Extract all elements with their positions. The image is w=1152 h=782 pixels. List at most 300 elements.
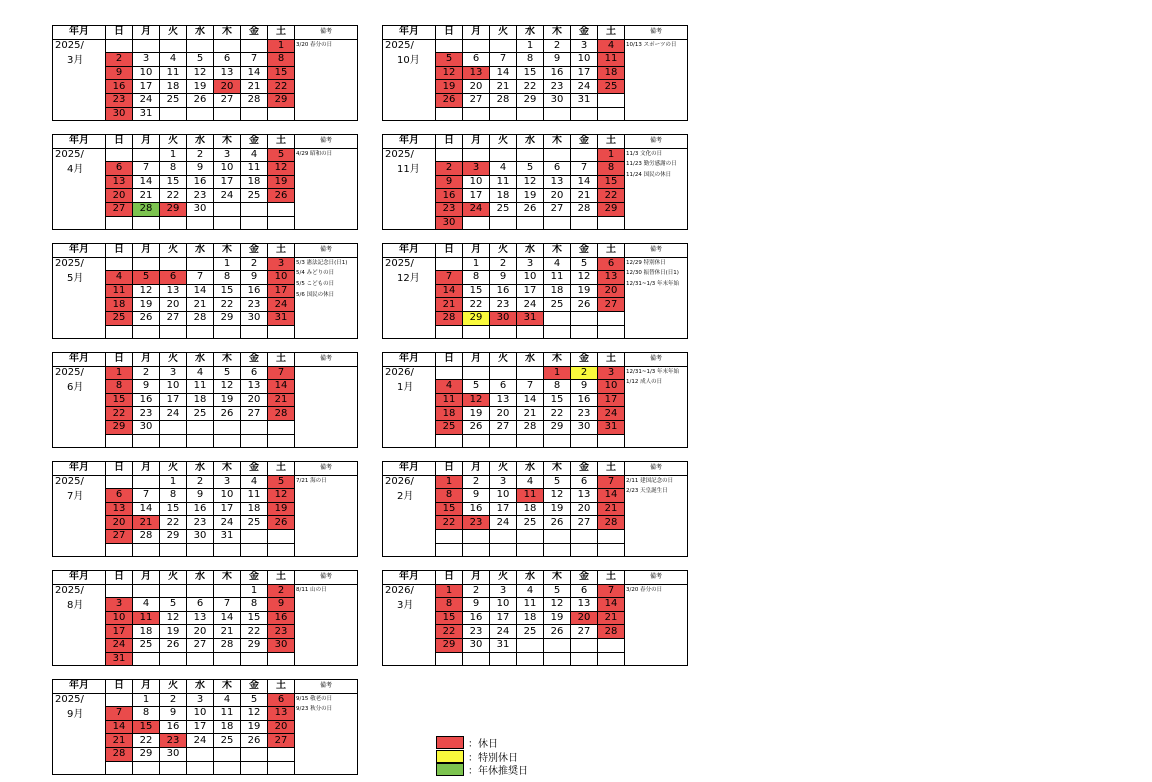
day-cell: 24	[490, 516, 517, 530]
empty-day-cell	[214, 543, 241, 557]
empty-day-cell	[598, 434, 625, 448]
day-cell: 22	[241, 625, 268, 639]
day-cell: 18	[517, 611, 544, 625]
notes-cell	[295, 39, 358, 121]
day-cell: 25	[214, 734, 241, 748]
empty-day-cell	[517, 652, 544, 666]
day-cell: 6	[106, 489, 133, 503]
day-cell: 18	[517, 502, 544, 516]
weekday-header: 日	[436, 462, 463, 476]
day-cell: 23	[160, 734, 187, 748]
empty-day-cell	[517, 148, 544, 162]
day-cell: 11	[133, 611, 160, 625]
day-cell: 9	[187, 489, 214, 503]
holiday-note: 11/3 文化の日	[626, 150, 663, 157]
weekday-header: 月	[463, 135, 490, 149]
day-cell: 1	[214, 257, 241, 271]
day-cell: 7	[598, 584, 625, 598]
holiday-note: 8/11 山の日	[296, 586, 327, 593]
day-cell: 29	[214, 311, 241, 325]
header-year-month: 年月	[383, 26, 436, 40]
weekday-header: 火	[490, 26, 517, 40]
year-label: 2025/	[385, 148, 414, 160]
day-cell: 4	[436, 380, 463, 394]
day-cell: 16	[133, 393, 160, 407]
holiday-note: 7/21 海の日	[296, 477, 327, 484]
day-cell: 16	[187, 175, 214, 189]
header-year-month: 年月	[383, 462, 436, 476]
day-cell: 3	[187, 693, 214, 707]
empty-day-cell	[517, 325, 544, 339]
weekday-header: 月	[133, 680, 160, 694]
day-cell: 24	[490, 625, 517, 639]
day-cell: 12	[544, 598, 571, 612]
empty-day-cell	[214, 584, 241, 598]
day-cell: 9	[187, 162, 214, 176]
empty-day-cell	[571, 216, 598, 230]
weekday-header: 木	[214, 244, 241, 258]
day-cell: 27	[106, 202, 133, 216]
day-cell: 13	[106, 502, 133, 516]
day-cell: 18	[187, 393, 214, 407]
holiday-note: 9/23 秋分の日	[296, 706, 333, 713]
day-cell: 20	[463, 80, 490, 94]
empty-day-cell	[160, 39, 187, 53]
weekday-header: 木	[214, 353, 241, 367]
year-label: 2025/	[385, 257, 414, 269]
empty-day-cell	[160, 107, 187, 121]
day-cell: 26	[268, 189, 295, 203]
day-cell: 6	[463, 53, 490, 67]
empty-day-cell	[160, 584, 187, 598]
day-cell: 16	[241, 284, 268, 298]
day-cell: 2	[187, 148, 214, 162]
day-cell: 25	[517, 625, 544, 639]
weekday-header: 火	[490, 353, 517, 367]
day-cell: 31	[133, 107, 160, 121]
day-cell: 19	[268, 502, 295, 516]
year-month-cell	[53, 39, 106, 121]
day-cell: 10	[160, 380, 187, 394]
empty-day-cell	[517, 216, 544, 230]
notes-cell	[625, 475, 688, 557]
month-calendar	[52, 243, 358, 339]
day-cell: 3	[571, 39, 598, 53]
day-cell: 27	[241, 407, 268, 421]
day-cell: 23	[268, 625, 295, 639]
day-cell: 20	[106, 516, 133, 530]
day-cell: 14	[571, 175, 598, 189]
day-cell: 6	[598, 257, 625, 271]
empty-day-cell	[133, 216, 160, 230]
weekday-header: 金	[571, 462, 598, 476]
weekday-header: 土	[268, 680, 295, 694]
day-cell: 28	[571, 202, 598, 216]
month-label: 6月	[67, 381, 84, 393]
empty-day-cell	[106, 434, 133, 448]
empty-day-cell	[241, 216, 268, 230]
weekday-header: 木	[214, 680, 241, 694]
empty-day-cell	[598, 216, 625, 230]
empty-day-cell	[463, 39, 490, 53]
day-cell: 7	[598, 475, 625, 489]
empty-day-cell	[241, 325, 268, 339]
day-cell: 19	[463, 407, 490, 421]
day-cell: 19	[517, 189, 544, 203]
holiday-note: 12/30 振替休日(日1)	[626, 270, 679, 277]
empty-day-cell	[490, 366, 517, 380]
day-cell: 22	[160, 516, 187, 530]
day-cell: 12	[544, 489, 571, 503]
day-cell: 23	[463, 625, 490, 639]
empty-day-cell	[214, 761, 241, 775]
day-cell: 7	[436, 271, 463, 285]
day-cell: 23	[490, 298, 517, 312]
empty-day-cell	[463, 543, 490, 557]
day-cell: 19	[160, 625, 187, 639]
day-cell: 17	[160, 393, 187, 407]
holiday-swatch	[436, 736, 464, 749]
month-calendar	[52, 134, 358, 230]
day-cell: 11	[436, 393, 463, 407]
weekday-header: 水	[187, 353, 214, 367]
day-cell: 6	[106, 162, 133, 176]
empty-day-cell	[490, 148, 517, 162]
day-cell: 22	[463, 298, 490, 312]
empty-day-cell	[187, 747, 214, 761]
day-cell: 20	[544, 189, 571, 203]
day-cell: 16	[463, 502, 490, 516]
weekday-header: 日	[436, 135, 463, 149]
weekday-header: 金	[241, 353, 268, 367]
month-calendar	[52, 352, 358, 448]
weekday-header: 木	[214, 571, 241, 585]
legend-label: ：休日	[468, 739, 498, 751]
weekday-header: 火	[490, 135, 517, 149]
day-cell: 6	[214, 53, 241, 67]
empty-day-cell	[160, 652, 187, 666]
year-month-cell	[383, 39, 436, 121]
empty-day-cell	[106, 148, 133, 162]
day-cell: 26	[268, 516, 295, 530]
empty-day-cell	[436, 366, 463, 380]
day-cell: 4	[241, 148, 268, 162]
day-cell: 6	[268, 693, 295, 707]
day-cell: 9	[463, 598, 490, 612]
day-cell: 25	[133, 638, 160, 652]
holiday-note: 3/20 春分の日	[296, 41, 333, 48]
day-cell: 20	[268, 720, 295, 734]
empty-day-cell	[187, 584, 214, 598]
weekday-header: 木	[544, 353, 571, 367]
empty-day-cell	[571, 652, 598, 666]
day-cell: 4	[598, 39, 625, 53]
empty-day-cell	[517, 107, 544, 121]
weekday-header: 月	[463, 571, 490, 585]
day-cell: 29	[517, 93, 544, 107]
header-notes: 備考	[625, 26, 688, 40]
month-calendar	[382, 461, 688, 557]
day-cell: 2	[544, 39, 571, 53]
day-cell: 31	[490, 638, 517, 652]
day-cell: 19	[133, 298, 160, 312]
empty-day-cell	[160, 257, 187, 271]
empty-day-cell	[268, 652, 295, 666]
notes-cell	[625, 39, 688, 121]
day-cell: 14	[214, 611, 241, 625]
day-cell: 30	[160, 747, 187, 761]
day-cell: 10	[490, 598, 517, 612]
day-cell: 24	[106, 638, 133, 652]
empty-day-cell	[241, 39, 268, 53]
day-cell: 6	[571, 475, 598, 489]
day-cell: 27	[106, 529, 133, 543]
header-notes: 備考	[295, 135, 358, 149]
month-calendar	[382, 25, 688, 121]
notes-cell	[295, 366, 358, 448]
month-label: 7月	[67, 490, 84, 502]
day-cell: 27	[490, 420, 517, 434]
weekday-header: 土	[268, 135, 295, 149]
empty-day-cell	[106, 216, 133, 230]
day-cell: 2	[187, 475, 214, 489]
weekday-header: 火	[160, 353, 187, 367]
empty-day-cell	[241, 529, 268, 543]
empty-day-cell	[436, 39, 463, 53]
month-label: 2月	[397, 490, 414, 502]
empty-day-cell	[241, 747, 268, 761]
empty-day-cell	[571, 434, 598, 448]
day-cell: 14	[517, 393, 544, 407]
header-year-month: 年月	[53, 26, 106, 40]
empty-day-cell	[241, 761, 268, 775]
day-cell: 2	[571, 366, 598, 380]
day-cell: 15	[133, 720, 160, 734]
day-cell: 5	[571, 257, 598, 271]
day-cell: 8	[133, 707, 160, 721]
holiday-note: 11/24 国民の休日	[626, 172, 672, 179]
empty-day-cell	[598, 107, 625, 121]
header-notes: 備考	[295, 26, 358, 40]
holiday-note: 10/13 スポーツの日	[626, 41, 677, 48]
weekday-header: 火	[160, 571, 187, 585]
empty-day-cell	[214, 202, 241, 216]
weekday-header: 日	[106, 680, 133, 694]
notes-cell	[625, 584, 688, 666]
day-cell: 16	[106, 80, 133, 94]
header-notes: 備考	[295, 680, 358, 694]
day-cell: 7	[571, 162, 598, 176]
day-cell: 29	[160, 202, 187, 216]
empty-day-cell	[571, 543, 598, 557]
day-cell: 12	[268, 489, 295, 503]
year-month-cell	[383, 148, 436, 230]
day-cell: 24	[214, 189, 241, 203]
empty-day-cell	[544, 216, 571, 230]
day-cell: 28	[133, 529, 160, 543]
empty-day-cell	[160, 420, 187, 434]
weekday-header: 日	[106, 571, 133, 585]
day-cell: 27	[160, 311, 187, 325]
day-cell: 31	[214, 529, 241, 543]
day-cell: 17	[133, 80, 160, 94]
day-cell: 10	[214, 162, 241, 176]
year-label: 2025/	[55, 257, 84, 269]
day-cell: 17	[517, 284, 544, 298]
empty-day-cell	[544, 529, 571, 543]
day-cell: 3	[106, 598, 133, 612]
day-cell: 14	[490, 66, 517, 80]
empty-day-cell	[436, 434, 463, 448]
empty-day-cell	[160, 543, 187, 557]
holiday-note: 2/11 建国記念の日	[626, 477, 674, 484]
empty-day-cell	[268, 529, 295, 543]
header-notes: 備考	[295, 353, 358, 367]
empty-day-cell	[106, 761, 133, 775]
day-cell: 3	[160, 366, 187, 380]
empty-day-cell	[241, 107, 268, 121]
day-cell: 13	[571, 489, 598, 503]
empty-day-cell	[268, 325, 295, 339]
day-cell: 17	[598, 393, 625, 407]
empty-day-cell	[517, 529, 544, 543]
day-cell: 2	[133, 366, 160, 380]
weekday-header: 月	[463, 26, 490, 40]
empty-day-cell	[187, 761, 214, 775]
header-year-month: 年月	[53, 244, 106, 258]
weekday-header: 日	[106, 135, 133, 149]
empty-day-cell	[598, 543, 625, 557]
holiday-note: 1/12 成人の日	[626, 379, 663, 386]
empty-day-cell	[463, 216, 490, 230]
day-cell: 2	[463, 475, 490, 489]
day-cell: 15	[598, 175, 625, 189]
weekday-header: 月	[133, 244, 160, 258]
weekday-header: 金	[241, 244, 268, 258]
year-month-cell	[383, 475, 436, 557]
day-cell: 1	[544, 366, 571, 380]
day-cell: 17	[214, 502, 241, 516]
special-holiday-swatch	[436, 750, 464, 763]
day-cell: 17	[214, 175, 241, 189]
year-label: 2025/	[55, 39, 84, 51]
year-label: 2025/	[385, 39, 414, 51]
day-cell: 24	[268, 298, 295, 312]
day-cell: 10	[187, 707, 214, 721]
day-cell: 26	[517, 202, 544, 216]
day-cell: 15	[436, 502, 463, 516]
weekday-header: 月	[133, 353, 160, 367]
day-cell: 12	[463, 393, 490, 407]
weekday-header: 土	[268, 462, 295, 476]
weekday-header: 金	[241, 462, 268, 476]
day-cell: 18	[106, 298, 133, 312]
day-cell: 3	[490, 475, 517, 489]
day-cell: 25	[241, 516, 268, 530]
day-cell: 4	[106, 271, 133, 285]
day-cell: 18	[160, 80, 187, 94]
empty-day-cell	[490, 325, 517, 339]
day-cell: 27	[268, 734, 295, 748]
empty-day-cell	[598, 311, 625, 325]
day-cell: 17	[268, 284, 295, 298]
holiday-note: 5/6 国民の休日	[296, 291, 335, 298]
day-cell: 9	[268, 598, 295, 612]
day-cell: 21	[187, 298, 214, 312]
month-label: 5月	[67, 272, 84, 284]
day-cell: 15	[544, 393, 571, 407]
empty-day-cell	[241, 543, 268, 557]
day-cell: 22	[214, 298, 241, 312]
day-cell: 27	[463, 93, 490, 107]
day-cell: 9	[106, 66, 133, 80]
year-label: 2026/	[385, 366, 414, 378]
day-cell: 4	[214, 693, 241, 707]
day-cell: 26	[544, 625, 571, 639]
empty-day-cell	[490, 543, 517, 557]
day-cell: 21	[571, 189, 598, 203]
day-cell: 14	[133, 502, 160, 516]
day-cell: 10	[106, 611, 133, 625]
day-cell: 21	[214, 625, 241, 639]
day-cell: 8	[268, 53, 295, 67]
empty-day-cell	[463, 529, 490, 543]
weekday-header: 月	[463, 353, 490, 367]
day-cell: 13	[463, 66, 490, 80]
empty-day-cell	[241, 420, 268, 434]
day-cell: 29	[436, 638, 463, 652]
notes-cell	[625, 257, 688, 339]
empty-day-cell	[268, 543, 295, 557]
legend-label: ：年休推奨日	[468, 766, 528, 778]
day-cell: 12	[571, 271, 598, 285]
day-cell: 30	[544, 93, 571, 107]
empty-day-cell	[463, 107, 490, 121]
day-cell: 9	[463, 489, 490, 503]
day-cell: 9	[436, 175, 463, 189]
weekday-header: 木	[214, 135, 241, 149]
day-cell: 22	[598, 189, 625, 203]
weekday-header: 水	[517, 135, 544, 149]
weekday-header: 金	[241, 571, 268, 585]
year-label: 2026/	[385, 475, 414, 487]
empty-day-cell	[463, 148, 490, 162]
empty-day-cell	[598, 93, 625, 107]
year-month-cell	[53, 366, 106, 448]
empty-day-cell	[490, 107, 517, 121]
day-cell: 7	[214, 598, 241, 612]
month-label: 12月	[397, 272, 420, 284]
day-cell: 31	[517, 311, 544, 325]
day-cell: 15	[517, 66, 544, 80]
day-cell: 28	[490, 93, 517, 107]
month-label: 9月	[67, 708, 84, 720]
day-cell: 4	[544, 257, 571, 271]
day-cell: 4	[241, 475, 268, 489]
empty-day-cell	[571, 638, 598, 652]
day-cell: 5	[268, 475, 295, 489]
day-cell: 19	[571, 284, 598, 298]
day-cell: 22	[436, 516, 463, 530]
year-label: 2025/	[55, 475, 84, 487]
weekday-header: 土	[598, 571, 625, 585]
weekday-header: 火	[160, 244, 187, 258]
day-cell: 12	[268, 162, 295, 176]
day-cell: 15	[463, 284, 490, 298]
day-cell: 23	[133, 407, 160, 421]
day-cell: 1	[133, 693, 160, 707]
day-cell: 16	[160, 720, 187, 734]
